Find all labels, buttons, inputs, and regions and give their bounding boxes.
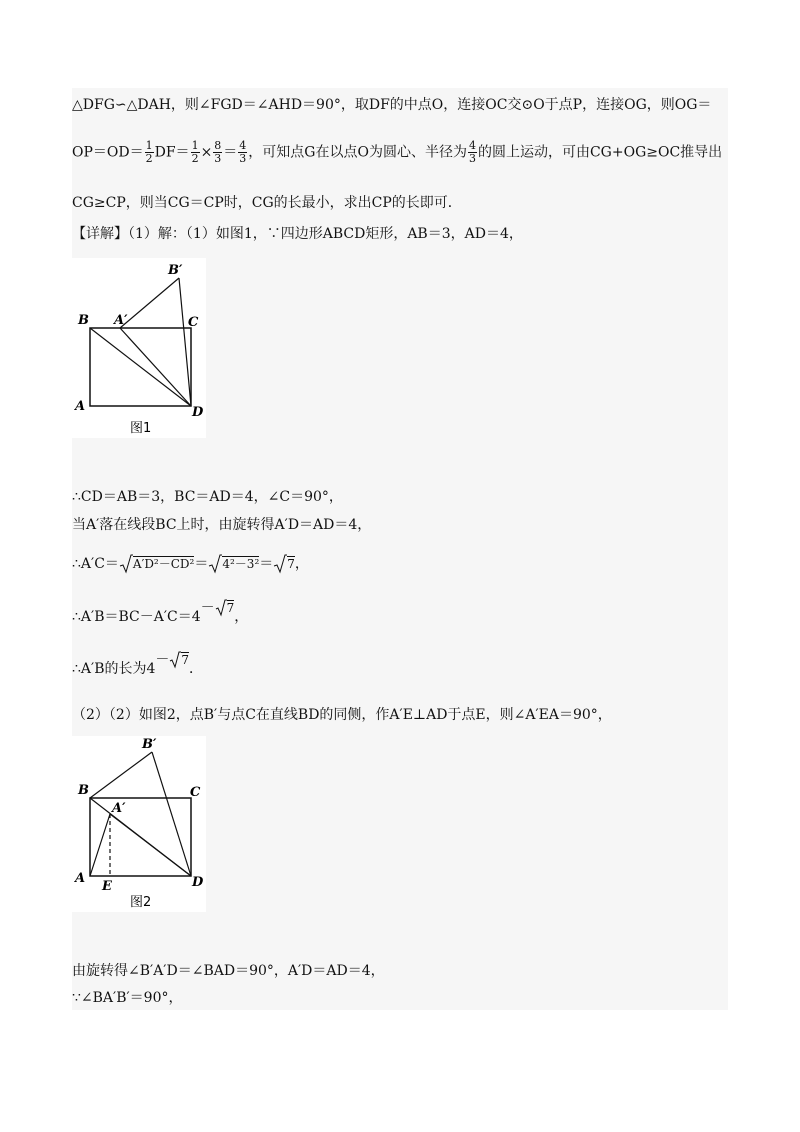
fraction: $\frac{4}{3}$ [468, 139, 476, 165]
figure-2-caption: 图2 [130, 895, 152, 910]
fraction: $\frac{1}{2}$ [191, 139, 199, 165]
text-line-8: ∴A′B＝BC－A′C＝4－ 7， [72, 600, 249, 625]
sqrt-expression: 7 [273, 554, 295, 574]
label-b-prime: B′ [168, 263, 183, 278]
text-line-3: CG≥CP，则当CG＝CP时，CG的长最小，求出CP的长即可． [72, 195, 462, 211]
segment-b-prime-d [152, 752, 191, 876]
figure-1-diagram [72, 258, 206, 438]
segment-b-prime-d [179, 278, 191, 406]
label-b: B [78, 313, 89, 328]
label-d: D [192, 405, 204, 420]
fraction: $\frac{4}{3}$ [239, 139, 247, 165]
label-c: C [188, 315, 199, 330]
figure-2 [72, 736, 206, 912]
sqrt-expression: － 7 [155, 652, 190, 668]
label-a-prime: A′ [112, 801, 126, 816]
label-c: C [190, 785, 201, 800]
sqrt-expression: A′D²－CD² [119, 554, 194, 574]
label-a: A [75, 399, 86, 414]
figure-2-diagram [72, 736, 206, 912]
text-line-2: OP＝OD＝ $\frac{1}{2}$ DF＝ $\frac{1}{2}$ × $\frac{8}{3}$ ＝ $\frac{4}{3}$ ，可知点G在以点O为圆心、半径为 $\frac{4}{3}$ 的圆上运动，可由CG+OG≥OC推导出 [72, 139, 723, 165]
text-line-6: 当A′落在线段BC上时，由旋转得A′D＝AD＝4， [72, 517, 372, 533]
text-line-4: 【详解】（1）解：（1）如图1，∵四边形ABCD矩形，AB＝3，AD＝4， [72, 226, 523, 242]
label-b-prime: B′ [142, 737, 157, 752]
sqrt-expression: － 7 [200, 600, 235, 616]
label-a: A [75, 871, 86, 886]
fraction: $\frac{1}{2}$ [145, 139, 153, 165]
figure-1 [72, 258, 206, 438]
segment-bd [90, 328, 191, 406]
label-a-prime: A′ [114, 313, 128, 328]
label-e: E [102, 879, 112, 894]
sqrt-expression: 4²－3² [208, 554, 259, 574]
text-line-9: ∴A′B的长为4－ 7． [72, 652, 204, 677]
text-line-11: 由旋转得∠B′A′D＝∠BAD＝90°，A′D＝AD＝4， [72, 963, 385, 979]
segment-a-prime-b-prime [120, 278, 179, 328]
label-d: D [192, 875, 204, 890]
text-line-7: ∴A′C＝ A′D²－CD²＝ 4²－3²＝ 7， [72, 556, 309, 572]
segment-a-prime-d [120, 328, 191, 406]
figure-1-caption: 图1 [130, 421, 152, 436]
segment-a-a-prime [90, 814, 110, 876]
label-b: B [78, 783, 89, 798]
text-line-10: （2）（2）如图2，点B′与点C在直线BD的同侧，作A′E⊥AD于点E，则∠A′EA＝90°， [72, 707, 612, 723]
content-area [72, 88, 728, 1010]
text-line-5: ∴CD＝AB＝3，BC＝AD＝4，∠C＝90°， [72, 489, 343, 505]
fraction: $\frac{8}{3}$ [214, 139, 222, 165]
segment-a-prime-d [110, 814, 191, 876]
text-line-12: ∵∠BA′B′＝90°， [72, 990, 183, 1006]
segment-b-b-prime [90, 752, 152, 798]
text-line-1: △DFG∽△DAH，则∠FGD＝∠AHD＝90°，取DF的中点O，连接OC交⊙O于点P，连接OG，则OG＝ [72, 97, 712, 113]
